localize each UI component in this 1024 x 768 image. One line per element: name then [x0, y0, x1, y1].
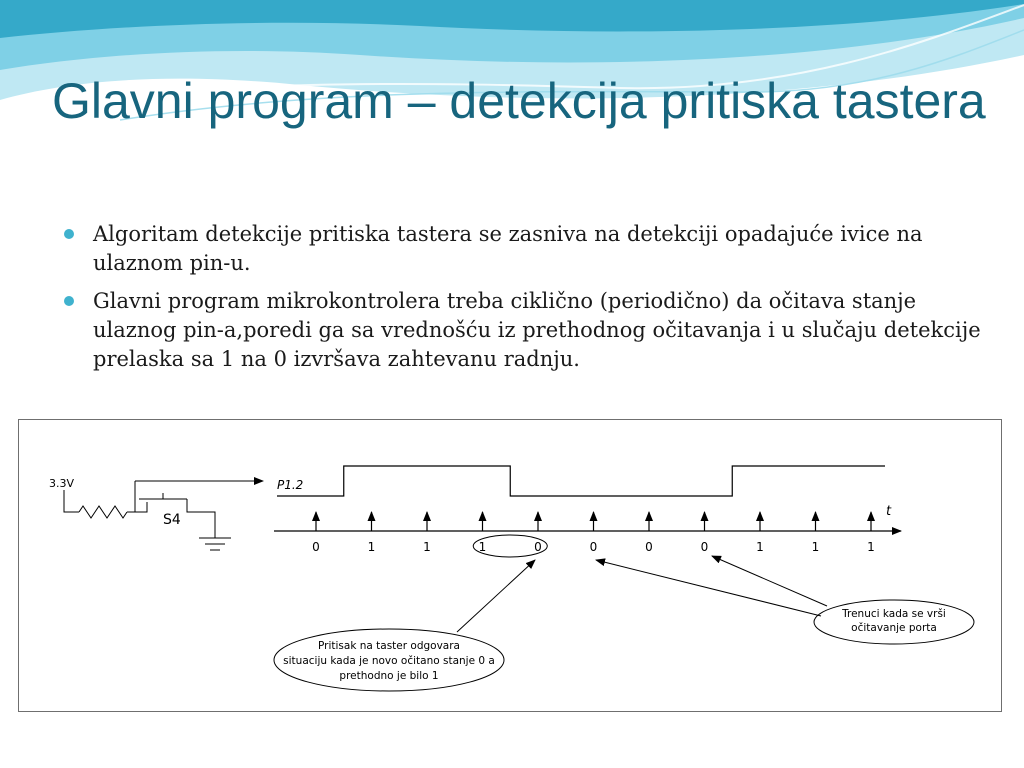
ground-symbol — [199, 538, 231, 550]
resistor-symbol — [79, 506, 127, 518]
sample-value: 0 — [312, 540, 320, 554]
timing-diagram-svg — [19, 420, 1003, 713]
switch-lead — [135, 502, 147, 512]
sample-value: 1 — [811, 540, 820, 554]
bullet-list — [62, 220, 982, 383]
read-times-callout-line-2: očitavanje porta — [851, 622, 937, 634]
bullet-text: Glavni program mikrokontrolera treba ciklično (periodično) da očitava stanje ulaznog pin-a,poredi ga sa vrednošću iz prethodnog očitavanja i u slučaju detekcije prelaska sa 1 na 0 izvršava zahtevanu radnju. — [93, 289, 981, 371]
switch-label: S4 — [163, 512, 181, 528]
sample-value: 1 — [756, 540, 764, 554]
read-times-callout-line-1: Trenuci kada se vrši — [842, 608, 946, 620]
sample-value: 0 — [589, 540, 598, 554]
bullet-item — [62, 220, 982, 278]
bullet-item — [62, 287, 982, 374]
node-wire — [127, 481, 135, 512]
sample-value: 0 — [534, 540, 542, 554]
sample-value: 1 — [867, 540, 875, 554]
sample-value: 0 — [645, 540, 653, 554]
supply-wire — [64, 490, 79, 512]
slide-title: Glavni program – detekcija pritiska tastera — [52, 73, 986, 129]
sample-value: 1 — [367, 540, 376, 554]
press-callout-line-1: Pritisak na taster odgovara — [318, 640, 460, 652]
sample-value: 1 — [478, 540, 487, 554]
bullet-text: Algoritam detekcije pritiska tastera se zasniva na detekciji opadajuće ivice na ulaznom pin-u. — [93, 222, 923, 275]
press-callout-line-2: situaciju kada je novo očitano stanje 0 a — [283, 655, 495, 667]
press-pointer — [457, 560, 535, 632]
bullet-dot-icon — [64, 296, 74, 306]
timing-diagram — [18, 419, 1002, 712]
sample-values — [312, 540, 875, 554]
voltage-label: 3.3V — [49, 477, 75, 490]
signal-waveform — [277, 466, 885, 496]
read-times-pointer-1 — [596, 560, 821, 616]
read-times-pointer-2 — [712, 556, 827, 606]
time-axis-label: t — [886, 504, 892, 519]
sample-value: 0 — [700, 540, 709, 554]
press-callout-line-3: prethodno je bilo 1 — [339, 670, 439, 682]
sample-value: 1 — [423, 540, 431, 554]
signal-label: P1.2 — [277, 478, 304, 492]
sample-arrows — [316, 512, 871, 531]
bullet-dot-icon — [64, 229, 74, 239]
switch-ground-wire — [187, 499, 215, 538]
button-circuit — [49, 477, 263, 550]
